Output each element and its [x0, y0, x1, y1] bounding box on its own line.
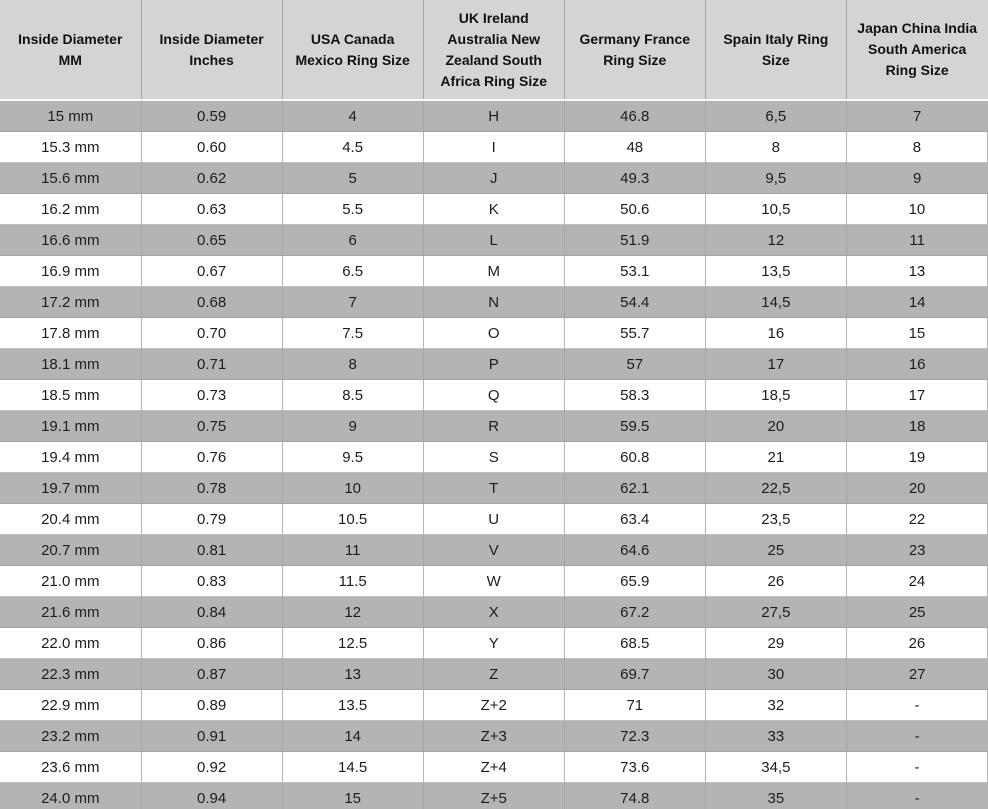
table-row — [0, 752, 988, 783]
table-cell: 18,5 — [705, 380, 846, 411]
table-cell: 17.8 mm — [0, 318, 141, 349]
table-row — [0, 659, 988, 690]
table-cell: 0.91 — [141, 721, 282, 752]
table-cell: O — [423, 318, 564, 349]
table-cell: 0.65 — [141, 225, 282, 256]
table-cell: 13 — [282, 659, 423, 690]
table-cell: 7.5 — [282, 318, 423, 349]
table-cell: 62.1 — [564, 473, 705, 504]
table-cell: 0.63 — [141, 194, 282, 225]
table-row — [0, 194, 988, 225]
table-cell: 65.9 — [564, 566, 705, 597]
table-cell: 55.7 — [564, 318, 705, 349]
table-cell: 13.5 — [282, 690, 423, 721]
table-row — [0, 100, 988, 132]
table-cell: 19.4 mm — [0, 442, 141, 473]
table-cell: 33 — [705, 721, 846, 752]
table-cell: 6,5 — [705, 100, 846, 132]
table-cell: 7 — [282, 287, 423, 318]
column-header-3: UK Ireland Australia New Zealand South Africa Ring Size — [423, 0, 564, 100]
table-cell: Z+3 — [423, 721, 564, 752]
table-cell: 11.5 — [282, 566, 423, 597]
table-row — [0, 318, 988, 349]
table-cell: 21.6 mm — [0, 597, 141, 628]
table-row — [0, 349, 988, 380]
table-cell: 63.4 — [564, 504, 705, 535]
table-cell: 0.71 — [141, 349, 282, 380]
table-cell: 27,5 — [705, 597, 846, 628]
table-cell: 6.5 — [282, 256, 423, 287]
table-cell: 10 — [846, 194, 987, 225]
table-cell: 0.92 — [141, 752, 282, 783]
table-cell: W — [423, 566, 564, 597]
table-cell: 0.70 — [141, 318, 282, 349]
table-cell: N — [423, 287, 564, 318]
table-cell: 20 — [705, 411, 846, 442]
table-cell: 21.0 mm — [0, 566, 141, 597]
table-cell: K — [423, 194, 564, 225]
table-row — [0, 566, 988, 597]
table-cell: 22.3 mm — [0, 659, 141, 690]
table-cell: 73.6 — [564, 752, 705, 783]
table-row — [0, 535, 988, 566]
table-cell: 23 — [846, 535, 987, 566]
table-cell: - — [846, 783, 987, 809]
table-cell: 16.9 mm — [0, 256, 141, 287]
table-cell: H — [423, 100, 564, 132]
table-cell: 20.4 mm — [0, 504, 141, 535]
table-cell: 14 — [846, 287, 987, 318]
table-cell: S — [423, 442, 564, 473]
table-cell: 24.0 mm — [0, 783, 141, 809]
table-cell: 14 — [282, 721, 423, 752]
table-cell: 51.9 — [564, 225, 705, 256]
table-cell: 0.62 — [141, 163, 282, 194]
table-cell: 14,5 — [705, 287, 846, 318]
table-cell: 15.6 mm — [0, 163, 141, 194]
table-cell: Z — [423, 659, 564, 690]
table-row — [0, 783, 988, 809]
table-cell: 14.5 — [282, 752, 423, 783]
table-cell: T — [423, 473, 564, 504]
table-row — [0, 287, 988, 318]
table-row — [0, 504, 988, 535]
table-cell: 34,5 — [705, 752, 846, 783]
table-row — [0, 256, 988, 287]
table-cell: 26 — [705, 566, 846, 597]
table-cell: M — [423, 256, 564, 287]
table-cell: 12 — [282, 597, 423, 628]
table-cell: R — [423, 411, 564, 442]
table-row — [0, 597, 988, 628]
table-row — [0, 380, 988, 411]
table-cell: - — [846, 721, 987, 752]
column-header-5: Spain Italy Ring Size — [705, 0, 846, 100]
table-cell: Z+4 — [423, 752, 564, 783]
table-cell: 67.2 — [564, 597, 705, 628]
table-cell: 21 — [705, 442, 846, 473]
table-cell: 64.6 — [564, 535, 705, 566]
table-cell: 0.75 — [141, 411, 282, 442]
table-cell: - — [846, 752, 987, 783]
table-cell: 68.5 — [564, 628, 705, 659]
table-cell: 17.2 mm — [0, 287, 141, 318]
table-cell: 22.9 mm — [0, 690, 141, 721]
table-cell: 16.6 mm — [0, 225, 141, 256]
table-cell: 16 — [705, 318, 846, 349]
table-cell: 10,5 — [705, 194, 846, 225]
table-cell: 16 — [846, 349, 987, 380]
table-cell: 69.7 — [564, 659, 705, 690]
column-header-0: Inside Diameter MM — [0, 0, 141, 100]
table-cell: U — [423, 504, 564, 535]
table-cell: 54.4 — [564, 287, 705, 318]
table-cell: 11 — [282, 535, 423, 566]
table-cell: 23.2 mm — [0, 721, 141, 752]
table-row — [0, 442, 988, 473]
table-cell: 30 — [705, 659, 846, 690]
table-cell: 5 — [282, 163, 423, 194]
table-cell: 7 — [846, 100, 987, 132]
table-cell: Y — [423, 628, 564, 659]
table-cell: 59.5 — [564, 411, 705, 442]
table-cell: 23.6 mm — [0, 752, 141, 783]
table-cell: 8 — [282, 349, 423, 380]
table-cell: 15 — [846, 318, 987, 349]
table-cell: 15 mm — [0, 100, 141, 132]
table-cell: 10 — [282, 473, 423, 504]
table-cell: 18.5 mm — [0, 380, 141, 411]
table-cell: 26 — [846, 628, 987, 659]
table-cell: 5.5 — [282, 194, 423, 225]
table-cell: 9,5 — [705, 163, 846, 194]
table-header-row — [0, 0, 988, 100]
column-header-2: USA Canada Mexico Ring Size — [282, 0, 423, 100]
table-cell: 17 — [846, 380, 987, 411]
table-cell: 10.5 — [282, 504, 423, 535]
table-cell: 0.94 — [141, 783, 282, 809]
table-cell: 19 — [846, 442, 987, 473]
table-cell: 0.60 — [141, 132, 282, 163]
table-cell: 4 — [282, 100, 423, 132]
table-row — [0, 132, 988, 163]
table-cell: 0.76 — [141, 442, 282, 473]
table-cell: 58.3 — [564, 380, 705, 411]
table-cell: P — [423, 349, 564, 380]
table-cell: Z+2 — [423, 690, 564, 721]
table-row — [0, 225, 988, 256]
table-cell: 25 — [846, 597, 987, 628]
table-cell: 29 — [705, 628, 846, 659]
table-cell: 22.0 mm — [0, 628, 141, 659]
table-cell: 0.59 — [141, 100, 282, 132]
table-cell: 72.3 — [564, 721, 705, 752]
table-cell: X — [423, 597, 564, 628]
table-cell: I — [423, 132, 564, 163]
table-cell: 0.89 — [141, 690, 282, 721]
table-cell: 22 — [846, 504, 987, 535]
table-cell: 8 — [705, 132, 846, 163]
table-cell: 9 — [282, 411, 423, 442]
table-cell: 11 — [846, 225, 987, 256]
table-cell: L — [423, 225, 564, 256]
table-cell: 0.84 — [141, 597, 282, 628]
table-cell: 12.5 — [282, 628, 423, 659]
table-cell: 18.1 mm — [0, 349, 141, 380]
table-cell: 23,5 — [705, 504, 846, 535]
table-cell: 16.2 mm — [0, 194, 141, 225]
table-cell: 0.79 — [141, 504, 282, 535]
table-cell: 19.7 mm — [0, 473, 141, 504]
table-cell: 24 — [846, 566, 987, 597]
column-header-1: Inside Diameter Inches — [141, 0, 282, 100]
table-cell: 57 — [564, 349, 705, 380]
column-header-6: Japan China India South America Ring Size — [846, 0, 987, 100]
table-cell: 0.67 — [141, 256, 282, 287]
table-cell: 15.3 mm — [0, 132, 141, 163]
table-cell: 60.8 — [564, 442, 705, 473]
table-cell: 13,5 — [705, 256, 846, 287]
table-cell: V — [423, 535, 564, 566]
table-cell: 19.1 mm — [0, 411, 141, 442]
table-cell: 8.5 — [282, 380, 423, 411]
table-cell: 0.83 — [141, 566, 282, 597]
table-cell: 71 — [564, 690, 705, 721]
table-body — [0, 100, 988, 809]
table-cell: 27 — [846, 659, 987, 690]
table-cell: 9 — [846, 163, 987, 194]
table-cell: 25 — [705, 535, 846, 566]
table-cell: 46.8 — [564, 100, 705, 132]
table-cell: 22,5 — [705, 473, 846, 504]
column-header-4: Germany France Ring Size — [564, 0, 705, 100]
table-cell: 9.5 — [282, 442, 423, 473]
table-row — [0, 473, 988, 504]
table-cell: 0.87 — [141, 659, 282, 690]
table-cell: 20.7 mm — [0, 535, 141, 566]
table-cell: 20 — [846, 473, 987, 504]
table-cell: 48 — [564, 132, 705, 163]
table-cell: 15 — [282, 783, 423, 809]
table-cell: 35 — [705, 783, 846, 809]
table-cell: 18 — [846, 411, 987, 442]
table-cell: 0.68 — [141, 287, 282, 318]
table-cell: 74.8 — [564, 783, 705, 809]
table-row — [0, 163, 988, 194]
table-cell: Z+5 — [423, 783, 564, 809]
table-cell: 0.78 — [141, 473, 282, 504]
table-cell: 50.6 — [564, 194, 705, 225]
table-row — [0, 411, 988, 442]
table-header — [0, 0, 988, 100]
table-cell: 0.81 — [141, 535, 282, 566]
table-cell: - — [846, 690, 987, 721]
table-cell: 13 — [846, 256, 987, 287]
table-row — [0, 628, 988, 659]
table-cell: 0.73 — [141, 380, 282, 411]
table-cell: 32 — [705, 690, 846, 721]
table-cell: Q — [423, 380, 564, 411]
table-cell: 6 — [282, 225, 423, 256]
table-cell: 4.5 — [282, 132, 423, 163]
table-cell: 49.3 — [564, 163, 705, 194]
table-cell: J — [423, 163, 564, 194]
table-cell: 12 — [705, 225, 846, 256]
table-row — [0, 721, 988, 752]
table-cell: 0.86 — [141, 628, 282, 659]
table-cell: 8 — [846, 132, 987, 163]
table-row — [0, 690, 988, 721]
table-cell: 17 — [705, 349, 846, 380]
table-cell: 53.1 — [564, 256, 705, 287]
